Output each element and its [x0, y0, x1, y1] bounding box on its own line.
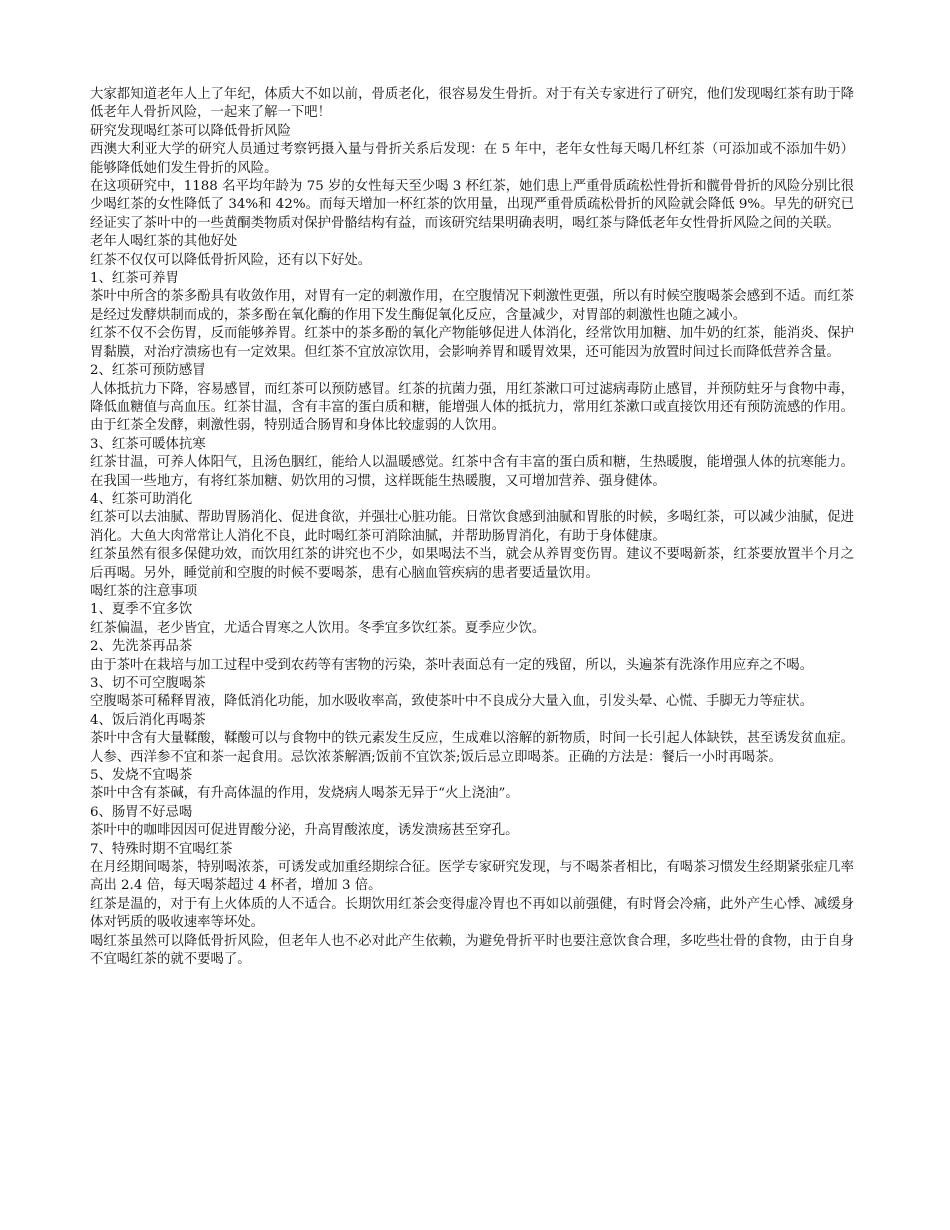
precaution-2-paragraph: 由于茶叶在栽培与加工过程中受到农药等有害物的污染，茶叶表面总有一定的残留，所以，头遍茶有洗涤作用应弃之不喝。 — [90, 657, 814, 673]
heading-precaution-3: 3、切不可空腹喝茶 — [90, 676, 206, 691]
benefit-1-paragraph-1: 茶叶中所含的茶多酚具有收敛作用，对胃有一定的刺激作用，在空腹情况下刺激性更强，所以有时候空腹喝茶会感到不适。而红茶是经过发酵烘制而成的，茶多酚在氧化酶的作用下发生酶促氧化反应，含量减少，对胃部的刺激性也随之减小。 — [90, 289, 854, 323]
article-body — [90, 86, 854, 970]
benefit-3-paragraph: 红茶甘温，可养人体阳气，且汤色胭红，能给人以温暖感觉。红茶中含有丰富的蛋白质和糖，生热暖腹，能增强人体的抗寒能力。在我国一些地方，有将红茶加糖、奶饮用的习惯，这样既能生热暖腹，又可增加营养、强身健体。 — [90, 455, 854, 489]
research-paragraph-1: 西澳大利亚大学的研究人员通过考察钙摄入量与骨折关系后发现：在 5 年中，老年女性每天喝几杯红茶（可添加或不添加牛奶）能够降低她们发生骨折的风险。 — [90, 142, 854, 176]
benefit-2-paragraph: 人体抵抗力下降，容易感冒，而红茶可以预防感冒。红茶的抗菌力强，用红茶漱口可过滤病毒防止感冒，并预防蛀牙与食物中毒，降低血糖值与高血压。红茶甘温，含有丰富的蛋白质和糖，能增强人体的抵抗力，常用红茶漱口或直接饮用还有预防流感的作用。由于红茶全发酵，刺激性弱，特别适合肠胃和身体比较虚弱的人饮用。 — [90, 381, 854, 434]
heading-benefit-1: 1、红茶可养胃 — [90, 271, 179, 287]
research-paragraph-2: 在这项研究中，1188 名平均年龄为 75 岁的女性每天至少喝 3 杯红茶，她们患上严重骨质疏松性骨折和髋骨骨折的风险分别比很少喝红茶的女性降低了 34%和 42%。而每天增加一杯红茶的饮用量，出现严重骨质疏松骨折的风险就会降低 9%。早先的研究已经证实了茶叶中的一些黄酮类物质对保护骨骼结构有益，而该研究结果明确表明，喝红茶与降低老年女性骨折风险之间的关联。 — [90, 179, 854, 231]
heading-precautions: 喝红茶的注意事项 — [90, 583, 198, 599]
benefits-summary: 红茶虽然有很多保健功效，而饮用红茶的讲究也不少，如果喝法不当，就会从养胃变伤胃。建议不要喝新茶，红茶要放置半个月之后再喝。另外，睡觉前和空腹的时候不要喝茶，患有心脑血管疾病的患者要适量饮用。 — [90, 547, 854, 581]
heading-benefit-4: 4、红茶可助消化 — [90, 491, 193, 507]
conclusion-paragraph: 喝红茶虽然可以降低骨折风险，但老年人也不必对此产生依赖，为避免骨折平时也要注意饮食合理，多吃些壮骨的食物，由于自身不宜喝红茶的就不要喝了。 — [90, 933, 854, 968]
heading-precaution-6: 6、肠胃不好忌喝 — [90, 804, 193, 820]
benefits-intro: 红茶不仅仅可以降低骨折风险，还有以下好处。 — [90, 252, 372, 268]
precaution-7-paragraph-1: 在月经期间喝茶，特别喝浓茶，可诱发或加重经期综合征。医学专家研究发现，与不喝茶者相比，有喝茶习惯发生经期紧张症几率高出 2.4 倍，每天喝茶超过 4 杯者，增加 3 倍。 — [90, 860, 854, 894]
benefit-4-paragraph: 红茶可以去油腻、帮助胃肠消化、促进食欲，并强壮心脏功能。日常饮食感到油腻和胃胀的时候，多喝红茶，可以减少油腻，促进消化。大鱼大肉常常让人消化不良，此时喝红茶可消除油腻，并帮助肠胃消化，有助于身体健康。 — [90, 510, 854, 544]
precaution-1-paragraph: 红茶偏温，老少皆宜，尤适合胃寒之人饮用。冬季宜多饮红茶。夏季应少饮。 — [90, 620, 546, 636]
precaution-6-paragraph: 茶叶中的咖啡因因可促进胃酸分泌，升高胃酸浓度，诱发溃疡甚至穿孔。 — [90, 823, 519, 839]
precaution-5-paragraph: 茶叶中含有茶碱，有升高体温的作用，发烧病人喝茶无异于“火上浇油”。 — [90, 786, 519, 802]
heading-other-benefits: 老年人喝红茶的其他好处 — [90, 234, 238, 250]
heading-research: 研究发现喝红茶可以降低骨折风险 — [90, 123, 291, 139]
heading-benefit-2: 2、红茶可预防感冒 — [90, 363, 206, 379]
precaution-7-paragraph-2: 红茶是温的，对于有上火体质的人不适合。长期饮用红茶会变得虚冷胃也不再如以前强健，有时肾会冷痛，此外产生心悸、减缓身体对钙质的吸收速率等坏处。 — [90, 896, 854, 931]
heading-benefit-3: 3、红茶可暖体抗寒 — [90, 436, 206, 452]
heading-precaution-2: 2、先洗茶再品茶 — [90, 639, 193, 655]
heading-precaution-7: 7、特殊时期不宜喝红茶 — [90, 841, 233, 857]
intro-paragraph: 大家都知道老年人上了年纪，体质大不如以前，骨质老化，很容易发生骨折。对于有关专家进行了研究，他们发现喝红茶有助于降低老年人骨折风险，一起来了解一下吧！ — [90, 87, 854, 121]
precaution-3-paragraph: 空腹喝茶可稀释胃液，降低消化功能，加水吸收率高，致使茶叶中不良成分大量入血，引发头晕、心慌、手脚无力等症状。 — [90, 694, 814, 710]
benefit-1-paragraph-2: 红茶不仅不会伤胃，反而能够养胃。红茶中的茶多酚的氧化产物能够促进人体消化，经常饮用加糖、加牛奶的红茶，能消炎、保护胃黏膜，对治疗溃疡也有一定效果。但红茶不宜放凉饮用，会影响养胃和暖胃效果，还可能因为放置时间过长而降低营养含量。 — [90, 326, 854, 360]
heading-precaution-4: 4、饭后消化再喝茶 — [90, 712, 206, 728]
precaution-4-paragraph: 茶叶中含有大量鞣酸，鞣酸可以与食物中的铁元素发生反应，生成难以溶解的新物质，时间一长引起人体缺铁，甚至诱发贫血症。人参、西洋参不宜和茶一起食用。忌饮浓茶解酒;饭前不宜饮茶;饭后忌立即喝茶。正确的方法是：餐后一小时再喝茶。 — [90, 731, 854, 765]
heading-precaution-5: 5、发烧不宜喝茶 — [90, 768, 193, 784]
heading-precaution-1: 1、夏季不宜多饮 — [90, 602, 193, 618]
